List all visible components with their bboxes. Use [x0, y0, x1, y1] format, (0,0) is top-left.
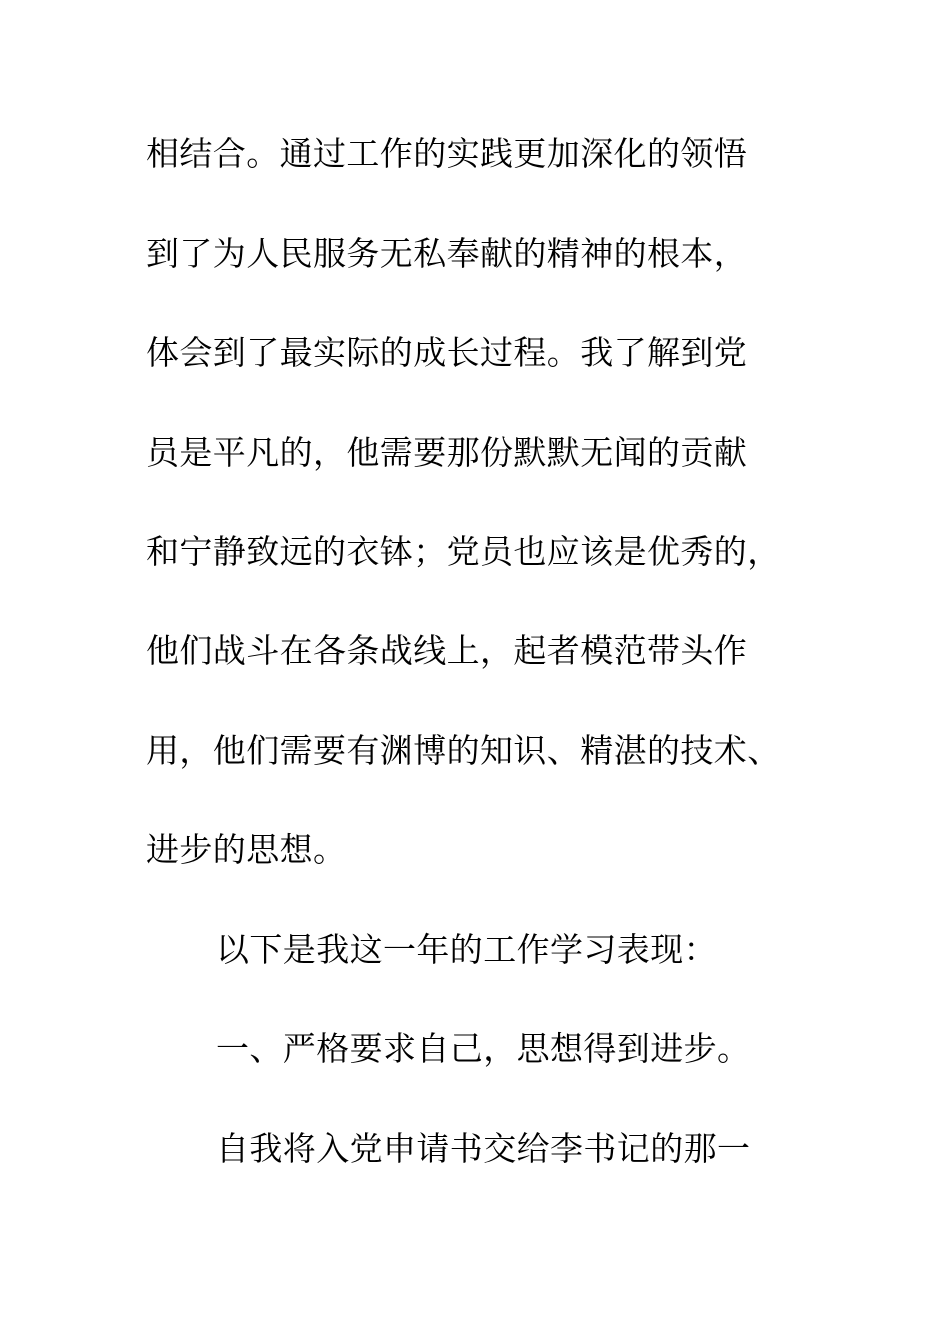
body-text-line: 体会到了最实际的成长过程。我了解到党 — [146, 333, 748, 372]
body-text-line: 到了为人民服务无私奉献的精神的根本， — [146, 234, 748, 273]
body-text-line: 和宁静致远的衣钵；党员也应该是优秀的， — [146, 532, 781, 571]
paragraph-intro: 以下是我这一年的工作学习表现： — [216, 930, 717, 969]
body-text-line: 他们战斗在各条战线上，起者模范带头作 — [146, 631, 748, 670]
body-text-line: 员是平凡的，他需要那份默默无闻的贡献 — [146, 433, 748, 472]
section-heading: 一、严格要求自己，思想得到进步。 — [216, 1029, 751, 1068]
paragraph-start: 自我将入党申请书交给李书记的那一 — [216, 1129, 751, 1168]
body-text-line: 进步的思想。 — [146, 830, 347, 869]
body-text-line: 用，他们需要有渊博的知识、精湛的技术、 — [146, 731, 781, 770]
body-text-line: 相结合。通过工作的实践更加深化的领悟 — [146, 134, 748, 173]
